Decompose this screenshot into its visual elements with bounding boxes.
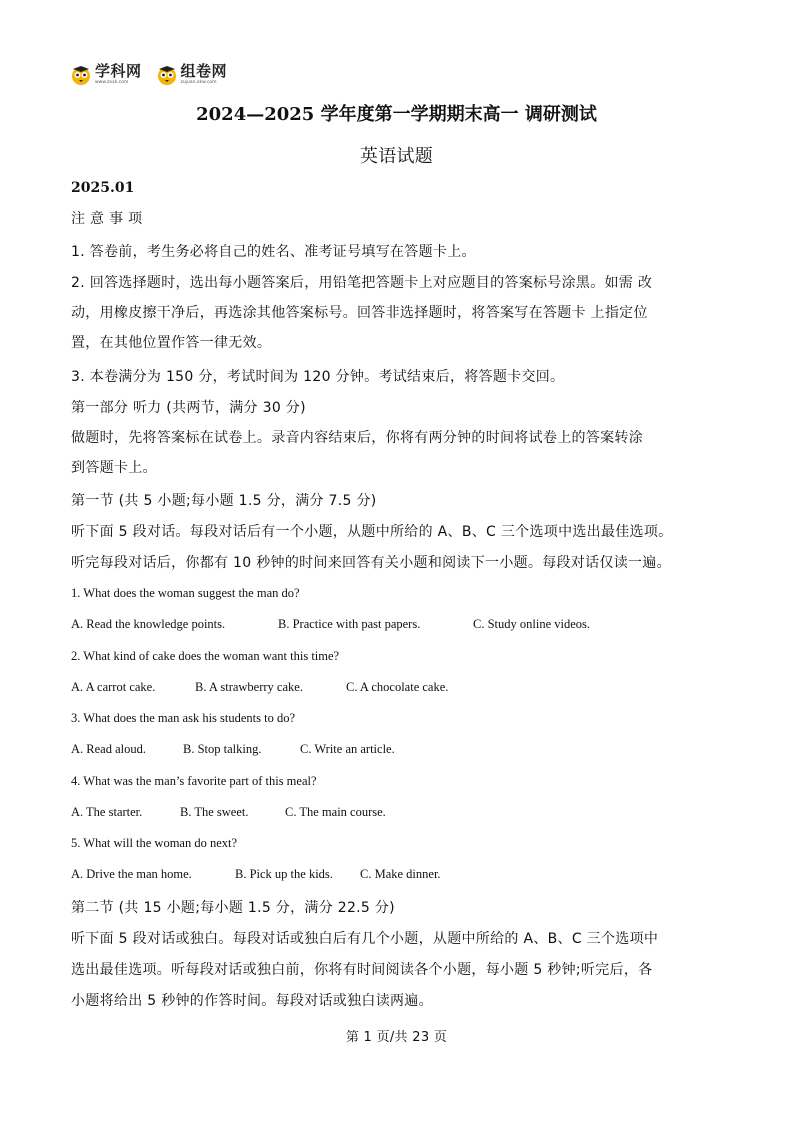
question-3-option-b: B. Stop talking. (183, 742, 262, 756)
logo-zujuan-url: zujuan.xkw.com (180, 80, 217, 86)
logo-zujuan (156, 64, 228, 86)
note-2-line-1: 2. 回答选择题时，选出每小题答案后，用铅笔把答题卡上对应题目的答案标号涂黑。如需 改 (71, 275, 653, 291)
question-2-option-b: B. A strawberry cake. (195, 680, 303, 694)
part1-intro-line-1: 做题时，先将答案标在试卷上。录音内容结束后，你将有两分钟的时间将试卷上的答案转涂 (71, 430, 643, 446)
exam-date: 2025.01 (71, 180, 135, 196)
section1-intro-line-2: 听完每段对话后，你都有 10 秒钟的时间来回答有关小题和阅读下一小题。每段对话仅读一遍。 (71, 555, 671, 571)
question-2-option-c: C. A chocolate cake. (346, 680, 449, 694)
section2-intro-line-2: 选出最佳选项。听每段对话或独白前，你将有时间阅读各个小题，每小题 5 秒钟;听完后，各 (71, 962, 653, 978)
owl-logo-icon (70, 64, 92, 86)
question-3-option-a: A. Read aloud. (71, 742, 146, 756)
note-2-line-3: 置，在其他位置作答一律无效。 (71, 335, 272, 351)
question-2: 2. What kind of cake does the woman want this time? (71, 649, 340, 663)
logo-zujuan-name: 组卷网 (180, 62, 228, 81)
section2-heading: 第二节 (共 15 小题;每小题 1.5 分，满分 22.5 分) (71, 900, 395, 916)
question-4-option-a: A. The starter. (71, 805, 143, 819)
exam-title: 2024—2025 学年度第一学期期末高一 调研测试 (196, 104, 597, 125)
header-logos (70, 60, 227, 90)
question-3-option-c: C. Write an article. (300, 742, 395, 756)
question-1: 1. What does the woman suggest the man do? (71, 586, 300, 600)
question-1-option-b: B. Practice with past papers. (278, 617, 421, 631)
question-5-option-a: A. Drive the man home. (71, 867, 192, 881)
question-4-option-c: C. The main course. (285, 805, 386, 819)
section1-heading: 第一节 (共 5 小题;每小题 1.5 分，满分 7.5 分) (71, 493, 377, 509)
question-4: 4. What was the man’s favorite part of this meal? (71, 774, 317, 788)
exam-subtitle: 英语试题 (359, 146, 434, 167)
section2-intro-line-1: 听下面 5 段对话或独白。每段对话或独白后有几个小题，从题中所给的 A、B、C 三个选项中 (71, 931, 659, 947)
question-5-options (71, 867, 441, 882)
logo-xueke-url: www.zxxk.com (95, 80, 129, 86)
note-3: 3. 本卷满分为 150 分，考试时间为 120 分钟。考试结束后，将答题卡交回。 (71, 369, 565, 385)
section1-intro-line-1: 听下面 5 段对话。每段对话后有一个小题，从题中所给的 A、B、C 三个选项中选出最佳选项。 (71, 524, 673, 540)
note-2-line-2: 动，用橡皮擦干净后，再选涂其他答案标号。回答非选择题时，将答案写在答题卡 上指定位 (71, 305, 648, 321)
question-1-option-a: A. Read the knowledge points. (71, 617, 226, 631)
question-5-option-c: C. Make dinner. (360, 867, 441, 881)
notes-heading: 注 意 事 项 (71, 211, 143, 227)
page-number: 第 1 页/共 23 页 (345, 1030, 448, 1045)
owl-logo-icon (156, 64, 178, 86)
question-4-options (71, 805, 386, 820)
question-5-option-b: B. Pick up the kids. (235, 867, 333, 881)
question-2-options (71, 680, 448, 695)
logo-xueke-name: 学科网 (95, 62, 142, 81)
logo-xueke (70, 64, 142, 86)
question-2-option-a: A. A carrot cake. (71, 680, 156, 694)
question-5: 5. What will the woman do next? (71, 836, 238, 850)
question-4-option-b: B. The sweet. (180, 805, 249, 819)
section2-intro-line-3: 小题将给出 5 秒钟的作答时间。每段对话或独白读两遍。 (71, 993, 433, 1009)
question-1-options (71, 617, 590, 632)
note-1: 1. 答卷前，考生务必将自己的姓名、准考证号填写在答题卡上。 (71, 244, 476, 260)
part1-intro-line-2: 到答题卡上。 (71, 460, 157, 476)
question-3: 3. What does the man ask his students to do? (71, 711, 296, 725)
question-1-option-c: C. Study online videos. (473, 617, 591, 631)
question-3-options (71, 742, 395, 757)
part1-heading: 第一部分 听力 (共两节，满分 30 分) (71, 400, 306, 416)
